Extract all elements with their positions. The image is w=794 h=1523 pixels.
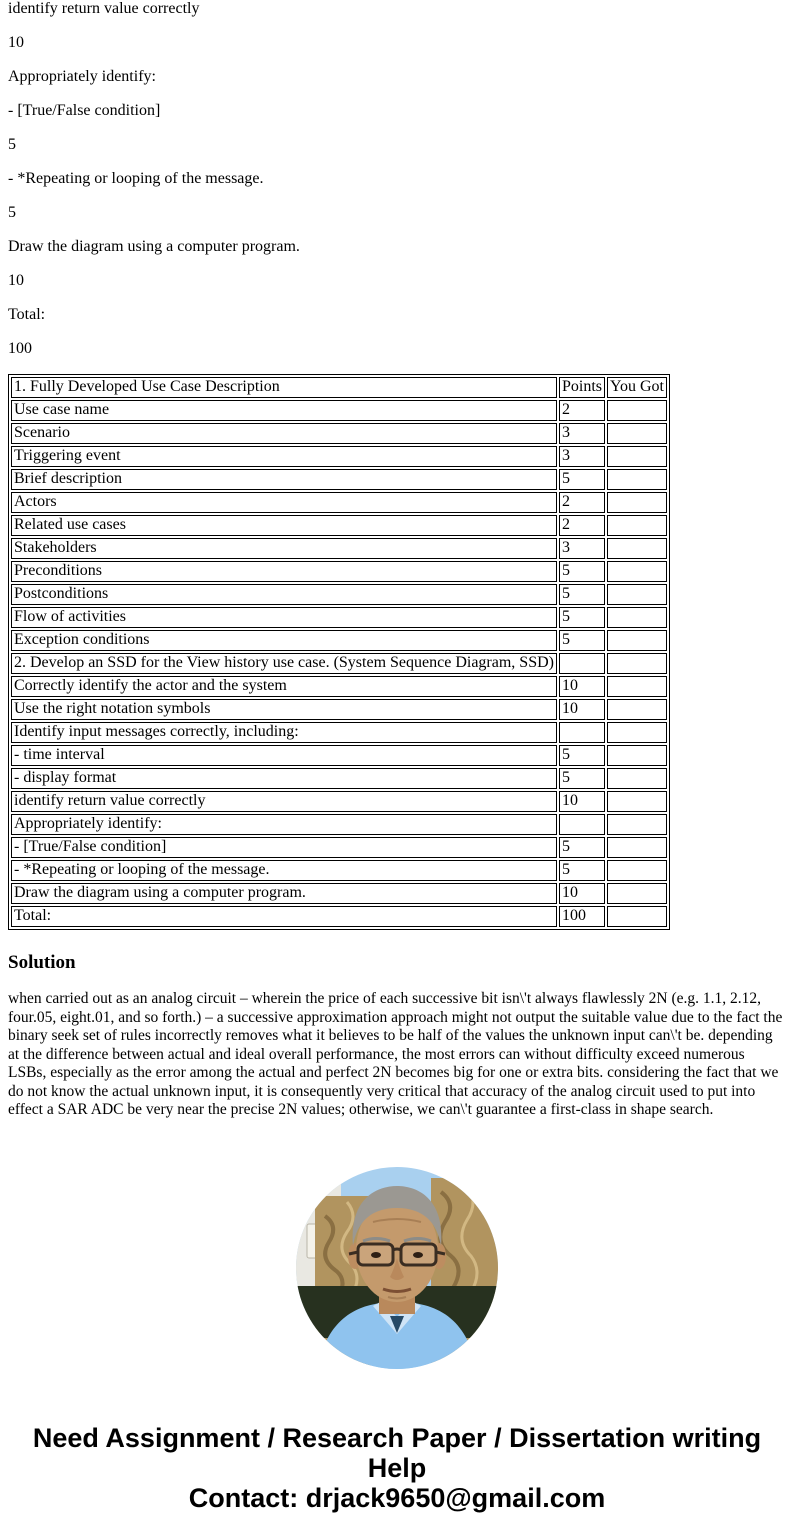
points-cell: 2 <box>559 400 605 421</box>
item-cell: Triggering event <box>11 446 557 467</box>
you-got-cell <box>607 745 667 766</box>
you-got-cell <box>607 722 667 743</box>
item-cell: Related use cases <box>11 515 557 536</box>
table-row <box>11 607 667 628</box>
table-row <box>11 791 667 812</box>
item-cell: Correctly identify the actor and the system <box>11 676 557 697</box>
you-got-cell <box>607 538 667 559</box>
table-row <box>11 883 667 904</box>
item-cell: Exception conditions <box>11 630 557 651</box>
table-row <box>11 515 667 536</box>
points-cell <box>559 653 605 674</box>
table-row <box>11 837 667 858</box>
item-cell: 2. Develop an SSD for the View history use case. (System Sequence Diagram, SSD) <box>11 653 557 674</box>
photo-right-eye <box>413 1252 423 1258</box>
you-got-cell <box>607 791 667 812</box>
you-got-cell <box>607 584 667 605</box>
intro-paragraph: 5 <box>8 136 16 153</box>
item-cell: Use case name <box>11 400 557 421</box>
solution-paragraph: when carried out as an analog circuit – wherein the price of each successive bit isn\'t always flawlessly 2N (e.g. 1.1, 2.12, four.05, eight.01, and so forth.) – a successive approximation approach might not output the suitable value due to the fact the binary seek set of rules incorrectly removes what it believes to be half of the values the unknown input can\'t be. depending at the difference between actual and ideal overall performance, the most errors can without difficulty exceed numerous LSBs, especially as the error among the actual and perfect 2N becomes big for one or extra bits. considering the fact that we do not know the actual unknown input, it is consequently very critical that accuracy of the analog circuit used to put into effect a SAR ADC be very near the precise 2N values; otherwise, we can\'t guarantee a first-class in shape search. <box>8 990 783 1118</box>
item-cell: Draw the diagram using a computer program. <box>11 883 557 904</box>
solution-heading: Solution <box>8 952 76 973</box>
item-cell: identify return value correctly <box>11 791 557 812</box>
intro-section <box>8 0 786 358</box>
grading-table <box>8 374 670 930</box>
intro-paragraph: 10 <box>8 272 24 289</box>
you-got-cell <box>607 423 667 444</box>
intro-paragraph: 100 <box>8 340 32 357</box>
points-cell: 5 <box>559 607 605 628</box>
item-cell: Identify input messages correctly, including: <box>11 722 557 743</box>
you-got-cell <box>607 906 667 927</box>
points-cell <box>559 722 605 743</box>
table-row <box>11 768 667 789</box>
you-got-cell <box>607 607 667 628</box>
points-cell: 10 <box>559 883 605 904</box>
points-cell: 5 <box>559 860 605 881</box>
table-row <box>11 745 667 766</box>
you-got-cell <box>607 469 667 490</box>
points-cell: 3 <box>559 423 605 444</box>
grading-table-header-row <box>11 377 667 398</box>
item-cell: - *Repeating or looping of the message. <box>11 860 557 881</box>
item-cell: Appropriately identify: <box>11 814 557 835</box>
column-header: You Got <box>607 377 667 398</box>
table-row <box>11 676 667 697</box>
photo-left-eye <box>371 1252 381 1258</box>
avatar-container <box>8 1166 786 1375</box>
points-cell: 10 <box>559 699 605 720</box>
points-cell: 2 <box>559 492 605 513</box>
item-cell: Preconditions <box>11 561 557 582</box>
you-got-cell <box>607 630 667 651</box>
grading-table-body <box>11 400 667 927</box>
table-row <box>11 492 667 513</box>
footer-banner <box>8 1423 786 1513</box>
you-got-cell <box>607 883 667 904</box>
points-cell: 5 <box>559 561 605 582</box>
item-cell: Total: <box>11 906 557 927</box>
table-row <box>11 860 667 881</box>
item-cell: Stakeholders <box>11 538 557 559</box>
points-cell: 2 <box>559 515 605 536</box>
points-cell: 5 <box>559 630 605 651</box>
intro-paragraph: Appropriately identify: <box>8 68 156 85</box>
points-cell: 10 <box>559 676 605 697</box>
intro-paragraph: 5 <box>8 204 16 221</box>
item-cell: - display format <box>11 768 557 789</box>
points-cell: 3 <box>559 446 605 467</box>
you-got-cell <box>607 676 667 697</box>
intro-paragraph: Draw the diagram using a computer program. <box>8 238 300 255</box>
points-cell: 100 <box>559 906 605 927</box>
you-got-cell <box>607 837 667 858</box>
footer-contact-text: Contact: drjack9650@gmail.com <box>188 1482 606 1513</box>
item-cell: Postconditions <box>11 584 557 605</box>
you-got-cell <box>607 561 667 582</box>
intro-paragraph: 10 <box>8 34 24 51</box>
you-got-cell <box>607 400 667 421</box>
item-cell: Brief description <box>11 469 557 490</box>
table-row <box>11 400 667 421</box>
points-cell: 5 <box>559 837 605 858</box>
item-cell: - [True/False condition] <box>11 837 557 858</box>
item-cell: Actors <box>11 492 557 513</box>
you-got-cell <box>607 653 667 674</box>
table-row <box>11 469 667 490</box>
table-row <box>11 699 667 720</box>
item-cell: Flow of activities <box>11 607 557 628</box>
table-row <box>11 584 667 605</box>
points-cell: 5 <box>559 768 605 789</box>
table-row <box>11 906 667 927</box>
you-got-cell <box>607 446 667 467</box>
points-cell: 5 <box>559 745 605 766</box>
column-header: 1. Fully Developed Use Case Description <box>11 377 557 398</box>
item-cell: - time interval <box>11 745 557 766</box>
table-row <box>11 561 667 582</box>
you-got-cell <box>607 699 667 720</box>
points-cell: 5 <box>559 469 605 490</box>
intro-paragraph: - *Repeating or looping of the message. <box>8 170 264 187</box>
table-row <box>11 630 667 651</box>
item-cell: Scenario <box>11 423 557 444</box>
intro-paragraph: identify return value correctly <box>8 0 200 17</box>
points-cell <box>559 814 605 835</box>
table-row <box>11 814 667 835</box>
points-cell: 10 <box>559 791 605 812</box>
table-row <box>11 722 667 743</box>
points-cell: 3 <box>559 538 605 559</box>
table-row <box>11 653 667 674</box>
intro-paragraph: - [True/False condition] <box>8 102 161 119</box>
you-got-cell <box>607 515 667 536</box>
intro-paragraph: Total: <box>8 306 46 323</box>
table-row <box>11 423 667 444</box>
footer-help-text: Need Assignment / Research Paper / Dissertation writing Help <box>32 1422 762 1483</box>
item-cell: Use the right notation symbols <box>11 699 557 720</box>
instructor-photo <box>295 1166 499 1370</box>
you-got-cell <box>607 860 667 881</box>
you-got-cell <box>607 492 667 513</box>
column-header: Points <box>559 377 605 398</box>
table-row <box>11 538 667 559</box>
points-cell: 5 <box>559 584 605 605</box>
you-got-cell <box>607 768 667 789</box>
table-row <box>11 446 667 467</box>
you-got-cell <box>607 814 667 835</box>
grading-table-head <box>11 377 667 398</box>
